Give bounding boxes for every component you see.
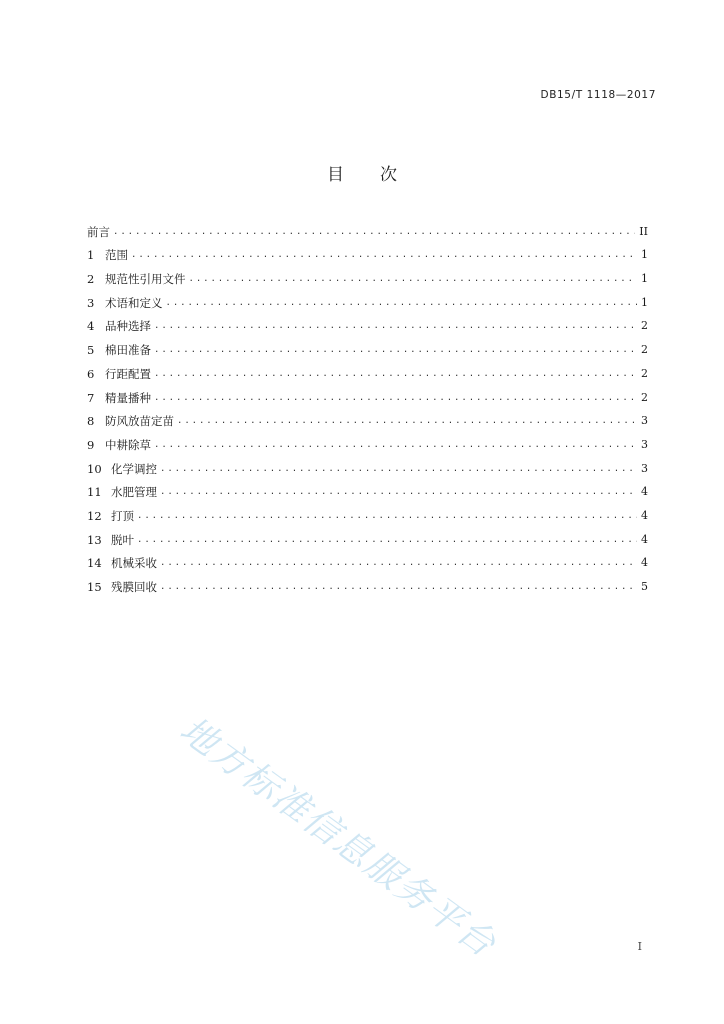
title-char-1: 目 [327,165,344,185]
toc-entry-page: 4 [641,508,648,522]
toc-leader-dots [160,579,637,595]
toc-entry-7[interactable] [87,382,648,406]
toc-entry-page: 4 [641,485,648,499]
toc-leader-dots [166,295,638,311]
toc-entry-page: 4 [641,556,648,570]
toc-entry-14[interactable] [87,548,648,572]
toc-leader-dots [154,437,637,453]
toc-entry-10[interactable] [87,453,648,477]
toc-entry-label: 残膜回收 [111,580,157,594]
toc-entry-number: 12 [87,508,102,523]
toc-entry-13[interactable] [87,524,648,548]
toc-entry-number: 15 [87,580,102,594]
toc-entry-label: 品种选择 [105,319,151,334]
toc-entry-foreword[interactable] [87,216,648,240]
toc-entry-page: 3 [641,437,648,451]
toc-entry-1[interactable] [87,240,648,264]
toc-entry-page: 2 [641,366,648,380]
toc-entry-label: 精量播种 [105,390,151,405]
toc-entry-label: 中耕除草 [105,437,151,452]
toc-leader-dots [137,508,637,524]
table-of-contents [87,216,648,595]
toc-entry-number: 7 [87,390,95,405]
toc-leader-dots [154,342,637,358]
toc-entry-label: 棉田准备 [105,343,151,358]
toc-entry-number: 14 [87,556,102,571]
toc-leader-dots [154,318,637,334]
toc-entry-6[interactable] [87,358,648,382]
toc-entry-number: 5 [87,343,95,358]
toc-leader-dots [154,366,637,382]
toc-entry-page: 2 [641,319,648,333]
toc-entry-label: 水肥管理 [111,485,157,500]
toc-entry-page: 3 [641,414,648,428]
toc-entry-page: 1 [641,248,648,262]
toc-leader-dots [131,247,637,263]
toc-leader-dots [137,532,637,548]
toc-entry-page: 5 [641,580,648,593]
toc-entry-page: 1 [641,272,648,286]
toc-entry-number: 8 [87,414,95,429]
toc-entry-number: 9 [87,437,95,452]
toc-leader-dots [160,461,637,477]
toc-entry-8[interactable] [87,406,648,430]
toc-leader-dots [177,413,637,429]
toc-entry-number: 11 [87,485,102,500]
toc-entry-page: 2 [641,343,648,357]
toc-entry-label: 术语和定义 [105,295,163,310]
toc-entry-page: II [639,224,648,238]
toc-entry-label: 范围 [105,248,128,263]
toc-entry-number: 3 [87,295,95,310]
toc-entry-number: 1 [87,248,95,263]
toc-entry-11[interactable] [87,477,648,501]
toc-leader-dots [160,484,637,500]
toc-entry-label: 前言 [87,224,110,239]
toc-leader-dots [160,555,637,571]
toc-entry-3[interactable] [87,287,648,311]
toc-entry-number: 6 [87,366,95,381]
toc-entry-number: 4 [87,319,95,334]
toc-entry-9[interactable] [87,429,648,453]
toc-entry-label: 化学调控 [111,461,157,476]
watermark-text: 地方标准信息服务平台 [172,709,504,966]
toc-entry-page: 1 [641,295,648,309]
toc-entry-page: 3 [641,461,648,475]
toc-entry-page: 4 [641,532,648,546]
toc-entry-label: 脱叶 [111,532,134,547]
title-char-2: 次 [380,165,397,185]
toc-leader-dots [189,271,638,287]
toc-entry-12[interactable] [87,500,648,524]
toc-entry-label: 规范性引用文件 [105,272,186,287]
page-number: I [637,940,642,953]
toc-leader-dots [113,224,635,240]
toc-entry-label: 行距配置 [105,366,151,381]
toc-entry-label: 防风放苗定苗 [105,414,174,429]
toc-entry-page: 2 [641,390,648,404]
toc-entry-number: 2 [87,272,95,287]
toc-entry-4[interactable] [87,311,648,335]
toc-entry-15[interactable] [87,571,648,595]
toc-entry-label: 打顶 [111,508,134,523]
toc-leader-dots [154,390,637,406]
toc-entry-number: 10 [87,461,102,476]
toc-entry-2[interactable] [87,263,648,287]
standard-code: DB15/T 1118—2017 [540,89,656,101]
toc-entry-number: 13 [87,532,102,547]
page-title [0,160,724,185]
toc-entry-5[interactable] [87,334,648,358]
toc-entry-label: 机械采收 [111,556,157,571]
